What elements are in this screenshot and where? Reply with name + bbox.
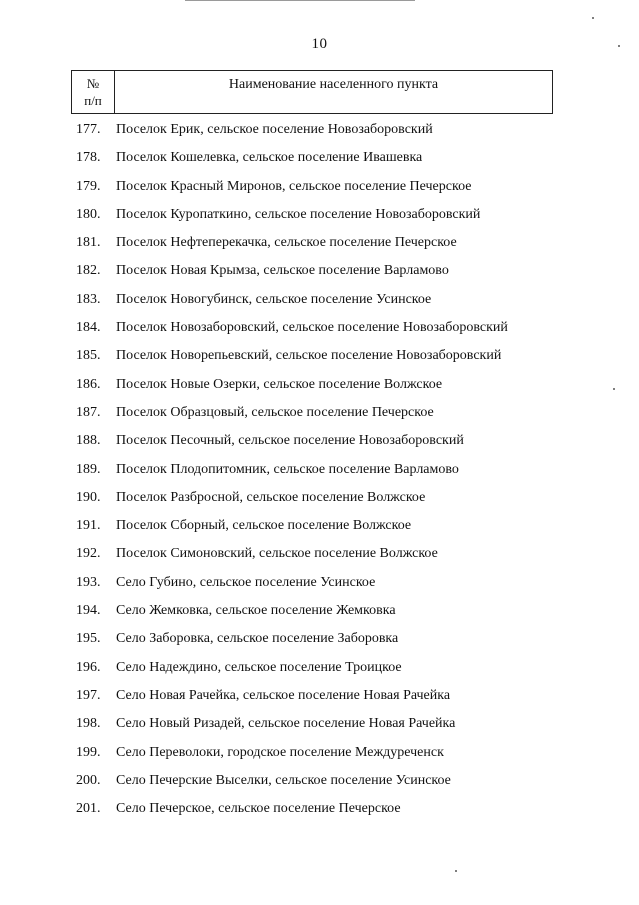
item-number: 188. (76, 433, 101, 449)
item-number: 200. (76, 772, 101, 788)
item-name: Поселок Красный Миронов, сельское поселение Печерское (116, 178, 472, 194)
item-name: Поселок Куропаткино, сельское поселение Новозаборовский (116, 206, 481, 222)
item-number: 180. (76, 206, 101, 222)
item-number: 184. (76, 320, 101, 336)
list-item (0, 714, 639, 742)
item-number: 194. (76, 603, 101, 619)
list-item (0, 658, 639, 686)
item-name: Село Заборовка, сельское поселение Заборовка (116, 631, 399, 647)
list-item (0, 460, 639, 488)
list-item (0, 686, 639, 714)
list-item (0, 233, 639, 261)
item-name: Село Печерские Выселки, сельское поселение Усинское (116, 772, 451, 788)
scan-edge-line (185, 0, 415, 1)
item-name: Поселок Сборный, сельское поселение Волжское (116, 518, 412, 534)
item-name: Село Надеждино, сельское поселение Троицкое (116, 659, 402, 675)
list-item (0, 346, 639, 374)
list-item (0, 488, 639, 516)
list-item (0, 743, 639, 771)
item-name: Поселок Разбросной, сельское поселение Волжское (116, 489, 426, 505)
page-number: 10 (311, 36, 328, 52)
list-item (0, 544, 639, 572)
header-number-abbrev: п/п (84, 93, 102, 108)
list-item (0, 601, 639, 629)
scan-speck (592, 17, 594, 19)
item-name: Село Жемковка, сельское поселение Жемковка (116, 603, 396, 619)
list-item (0, 431, 639, 459)
item-number: 181. (76, 235, 101, 251)
item-number: 178. (76, 150, 101, 166)
item-number: 201. (76, 801, 101, 817)
scan-speck (613, 388, 615, 390)
table-header (71, 70, 553, 114)
item-number: 190. (76, 489, 101, 505)
item-number: 187. (76, 404, 101, 420)
list-item (0, 403, 639, 431)
item-name: Поселок Ерик, сельское поселение Новозаборовский (116, 122, 433, 137)
header-number-cell (72, 71, 115, 113)
item-name: Село Печерское, сельское поселение Печерское (116, 801, 401, 817)
item-name: Поселок Кошелевка, сельское поселение Ивашевка (116, 150, 423, 166)
item-name: Село Переволоки, городское поселение Междуреченск (116, 744, 444, 760)
item-number: 195. (76, 631, 101, 647)
list-item (0, 177, 639, 205)
list-item (0, 290, 639, 318)
item-number: 179. (76, 178, 101, 194)
list-item (0, 120, 639, 148)
list-item (0, 261, 639, 289)
scan-speck (618, 45, 620, 47)
item-number: 191. (76, 518, 101, 534)
item-number: 185. (76, 348, 101, 364)
settlement-list (0, 120, 639, 827)
item-name: Село Губино, сельское поселение Усинское (116, 574, 376, 590)
item-name: Поселок Новорепьевский, сельское поселение Новозаборовский (116, 348, 502, 364)
list-item (0, 375, 639, 403)
item-number: 198. (76, 716, 101, 732)
item-name: Поселок Новозаборовский, сельское поселение Новозаборовский (116, 320, 508, 336)
item-number: 189. (76, 461, 101, 477)
item-name: Село Новый Ризадей, сельское поселение Новая Рачейка (116, 716, 456, 732)
item-number: 182. (76, 263, 101, 279)
item-number: 196. (76, 659, 101, 675)
item-number: 177. (76, 122, 101, 137)
list-item (0, 318, 639, 346)
item-name: Поселок Новая Крымза, сельское поселение Варламово (116, 263, 449, 279)
header-number-symbol: № (86, 76, 100, 91)
list-item (0, 629, 639, 657)
item-name: Село Новая Рачейка, сельское поселение Новая Рачейка (116, 687, 451, 703)
item-number: 199. (76, 744, 101, 760)
scan-speck (455, 870, 457, 872)
item-number: 186. (76, 376, 101, 392)
item-name: Поселок Плодопитомник, сельское поселение Варламово (116, 461, 459, 477)
list-item (0, 799, 639, 827)
list-item (0, 205, 639, 233)
item-number: 197. (76, 687, 101, 703)
item-name: Поселок Новые Озерки, сельское поселение Волжское (116, 376, 443, 392)
item-name: Поселок Новогубинск, сельское поселение Усинское (116, 291, 432, 307)
item-number: 192. (76, 546, 101, 562)
header-name-cell: Наименование населенного пункта (228, 77, 439, 92)
list-item (0, 771, 639, 799)
item-name: Поселок Симоновский, сельское поселение Волжское (116, 546, 438, 562)
list-item (0, 516, 639, 544)
list-item (0, 148, 639, 176)
item-name: Поселок Песочный, сельское поселение Новозаборовский (116, 433, 464, 449)
item-number: 193. (76, 574, 101, 590)
item-name: Поселок Нефтеперекачка, сельское поселение Печерское (116, 235, 457, 251)
list-item (0, 573, 639, 601)
item-number: 183. (76, 291, 101, 307)
item-name: Поселок Образцовый, сельское поселение Печерское (116, 404, 434, 420)
